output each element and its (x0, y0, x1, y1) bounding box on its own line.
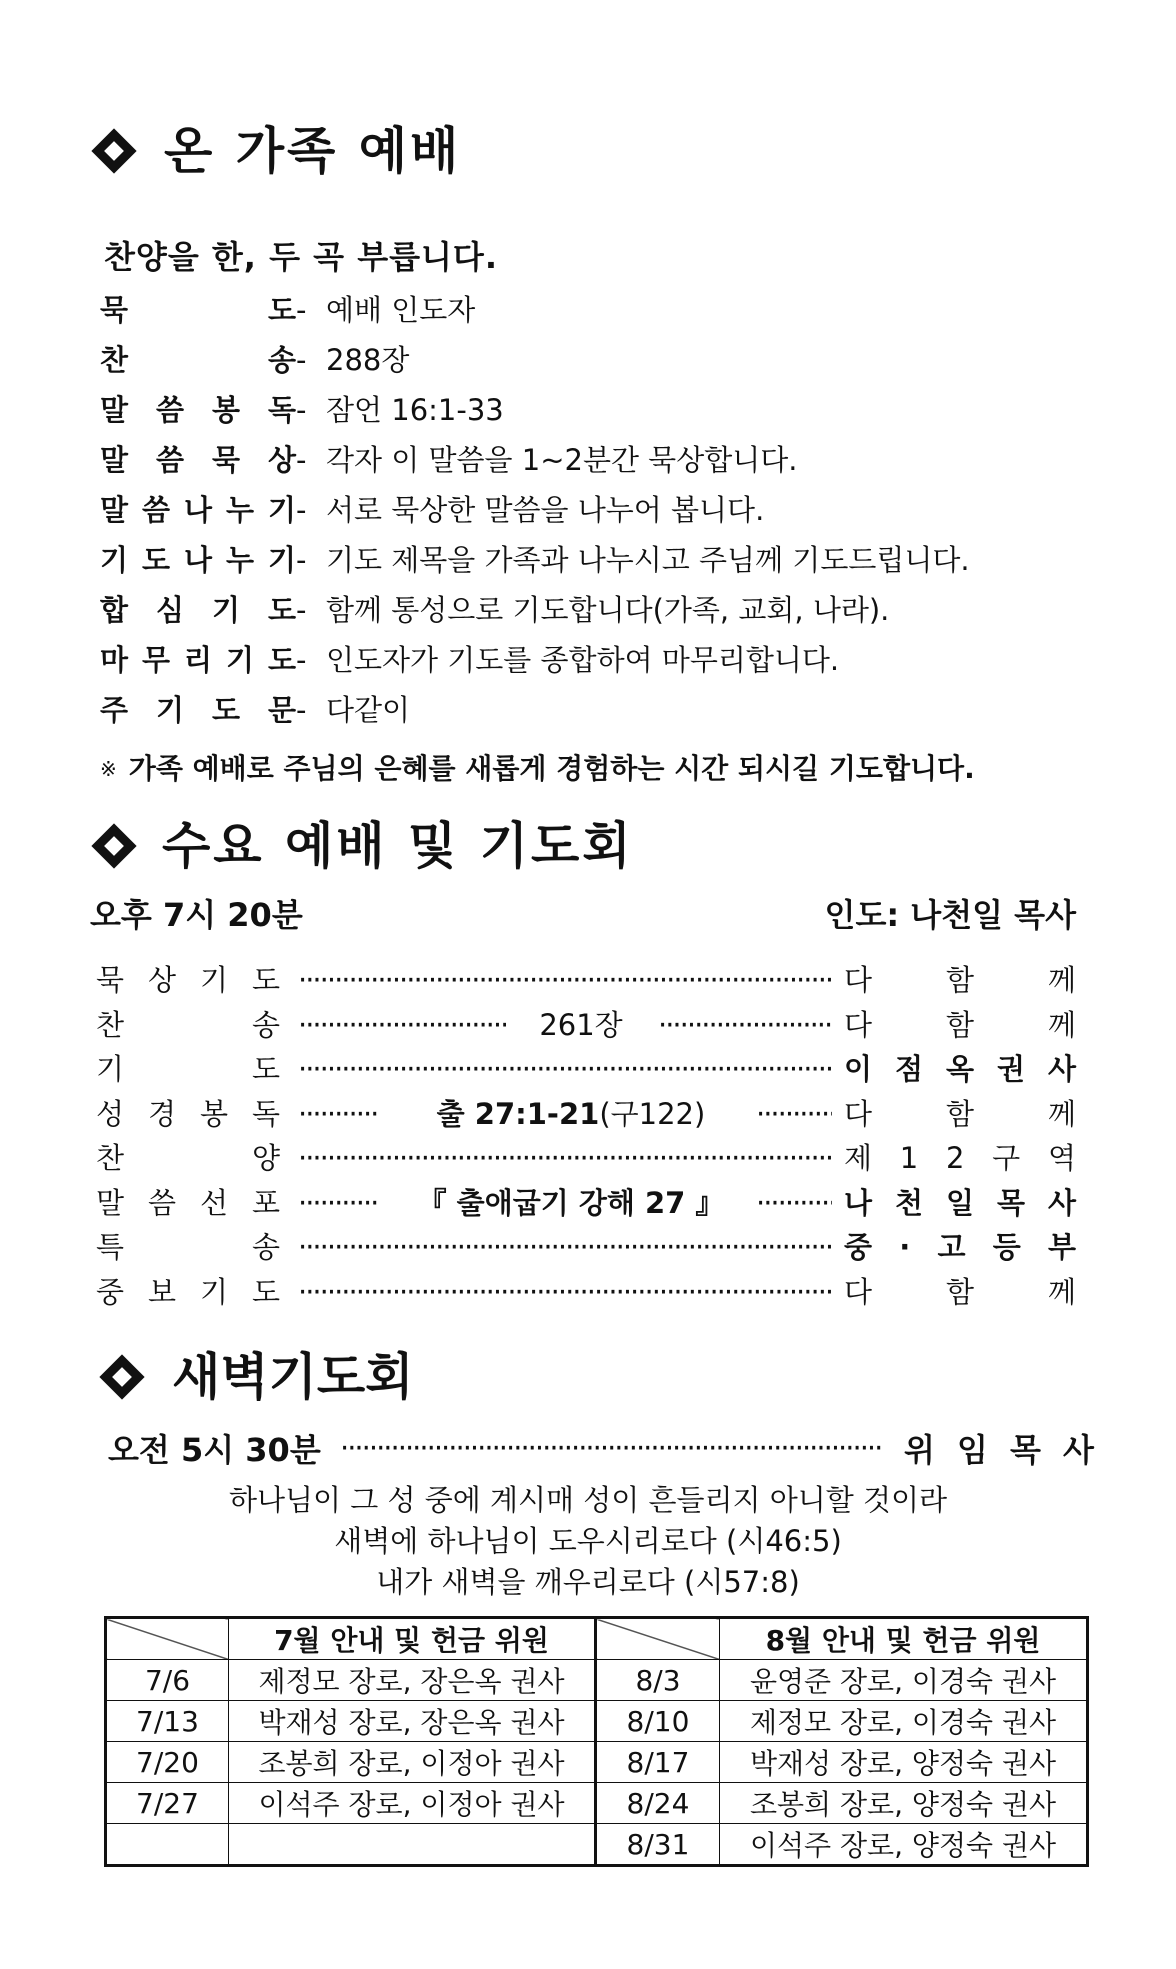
leader-dots (756, 1092, 832, 1136)
family-worship-title: 온 가족 예배 (164, 122, 462, 180)
wednesday-order-label: 성 경 봉 독 (96, 1096, 280, 1131)
family-order-label: 말 씀 봉 독 (100, 393, 296, 427)
wednesday-order-person: 중 · 고 등 부 (844, 1230, 1076, 1264)
wednesday-order-label: 찬 송 (96, 1007, 280, 1042)
reference-mark: ※ (100, 757, 117, 781)
wednesday-time: 오후 7시 20분 (90, 896, 303, 934)
header-diagonal-cell (596, 1618, 720, 1660)
leader-dots (298, 1003, 506, 1047)
wednesday-order-person: 다 함 께 (844, 1007, 1076, 1042)
table-header-row (106, 1618, 1088, 1660)
august-date-cell: 8/3 (596, 1660, 720, 1701)
august-names-cell: 제정모 장로, 이경숙 권사 (720, 1701, 1088, 1742)
wednesday-order-item (96, 1136, 1076, 1180)
wednesday-order-item (96, 1270, 1076, 1314)
family-order-label: 마 무 리 기 도 (100, 643, 296, 677)
table-row (106, 1824, 1088, 1866)
family-order-desc: 인도자가 기도를 종합하여 마무리합니다. (326, 643, 840, 677)
note-text: 가족 예배로 주님의 은혜를 새롭게 경험하는 시간 되시길 기도합니다. (128, 752, 975, 785)
wednesday-order-label: 말 씀 선 포 (96, 1185, 280, 1220)
july-date-cell: 7/6 (106, 1660, 229, 1701)
august-date-cell: 8/10 (596, 1701, 720, 1742)
family-order-label: 말 씀 나 누 기 (100, 493, 296, 527)
wednesday-order-label: 찬 양 (96, 1141, 280, 1175)
family-order-desc: 기도 제목을 가족과 나누시고 주님께 기도드립니다. (326, 543, 970, 577)
wednesday-order-label: 특 송 (96, 1230, 280, 1264)
family-order-label: 말 씀 묵 상 (100, 443, 296, 477)
family-order-desc: 각자 이 말씀을 1~2분간 묵상합니다. (326, 443, 798, 477)
july-names-cell: 조봉희 장로, 이정아 권사 (229, 1742, 596, 1783)
family-order-dash: - (296, 443, 307, 477)
august-header: 8월 안내 및 헌금 위원 (720, 1618, 1088, 1660)
wednesday-order-item (96, 958, 1076, 1002)
wednesday-order-label: 기 도 (96, 1052, 280, 1086)
dawn-time: 오전 5시 30분 (108, 1431, 321, 1469)
family-order-dash: - (296, 643, 307, 677)
wednesday-order-person: 다 함 께 (844, 1274, 1076, 1309)
dawn-verse-1: 하나님이 그 성 중에 계시매 성이 흔들리지 아니할 것이라 (228, 1483, 948, 1517)
wednesday-order-label: 묵 상 기 도 (96, 963, 280, 997)
section-diamond-icon (91, 823, 136, 868)
family-order-desc: 서로 묵상한 말씀을 나누어 봅니다. (326, 493, 765, 527)
dawn-leader: 위 임 목 사 (904, 1431, 1094, 1469)
july-names-cell: 이석주 장로, 이정아 권사 (229, 1783, 596, 1824)
july-names-cell (229, 1824, 596, 1866)
leader-dots (298, 1092, 378, 1136)
scripture-reference: 출 27:1-21 (436, 1096, 600, 1131)
family-order-desc: 잠언 16:1-33 (326, 393, 504, 427)
family-order-label: 주 기 도 문 (100, 693, 296, 727)
august-names-cell: 조봉희 장로, 양정숙 권사 (720, 1783, 1088, 1824)
july-date-cell: 7/13 (106, 1701, 229, 1742)
wednesday-order-item (96, 1003, 1076, 1047)
dawn-title: 새벽기도회 (172, 1348, 414, 1406)
wednesday-order-label: 중 보 기 도 (96, 1274, 280, 1309)
wednesday-order-person: 다 함 께 (844, 1096, 1076, 1131)
wednesday-order-content (386, 1092, 756, 1136)
family-order-desc: 예배 인도자 (326, 293, 476, 327)
wednesday-order-item (96, 1181, 1076, 1225)
family-order-label: 찬 송 (100, 343, 296, 377)
dawn-verse-2: 새벽에 하나님이 도우시리로다 (시46:5) (334, 1524, 842, 1558)
wednesday-order-item (96, 1047, 1076, 1091)
august-names-cell: 박재성 장로, 양정숙 권사 (720, 1742, 1088, 1783)
wednesday-order-person: 제 1 2 구 역 (844, 1141, 1076, 1175)
family-order-label: 기 도 나 누 기 (100, 543, 296, 577)
wednesday-order-person: 이 점 옥 권 사 (844, 1052, 1076, 1086)
family-order-dash: - (296, 543, 307, 577)
family-worship-intro: 찬양을 한, 두 곡 부릅니다. (104, 238, 498, 276)
july-header: 7월 안내 및 헌금 위원 (229, 1618, 596, 1660)
july-date-cell: 7/27 (106, 1783, 229, 1824)
family-worship-note (100, 747, 975, 787)
wednesday-order-item (96, 1225, 1076, 1269)
august-date-cell: 8/31 (596, 1824, 720, 1866)
august-names-cell: 이석주 장로, 양정숙 권사 (720, 1824, 1088, 1866)
family-order-label: 합 심 기 도 (100, 593, 296, 627)
august-names-cell: 윤영준 장로, 이경숙 권사 (720, 1660, 1088, 1701)
wednesday-order-person: 다 함 께 (844, 963, 1076, 997)
family-order-desc: 함께 통성으로 기도합니다(가족, 교회, 나라). (326, 593, 890, 627)
leader-dots (298, 1270, 832, 1314)
scripture-page: (구122) (599, 1096, 706, 1131)
usher-offering-schedule-table (104, 1616, 1089, 1867)
table-row (106, 1701, 1088, 1742)
wednesday-order-content: 261장 (539, 1007, 623, 1042)
wednesday-order-item (96, 1092, 1076, 1136)
wednesday-order-content: 『 출애굽기 강해 27 』 (417, 1185, 725, 1220)
family-order-desc: 다같이 (326, 693, 411, 727)
section-diamond-icon (91, 128, 136, 173)
wednesday-leader: 인도: 나천일 목사 (824, 896, 1076, 934)
leader-dots (298, 1181, 378, 1225)
leader-dots (298, 958, 832, 1002)
july-date-cell: 7/20 (106, 1742, 229, 1783)
august-date-cell: 8/17 (596, 1742, 720, 1783)
family-order-dash: - (296, 293, 307, 327)
family-order-desc: 288장 (326, 343, 410, 377)
wednesday-title: 수요 예배 및 기도회 (162, 817, 634, 875)
leader-dots (298, 1136, 832, 1180)
july-names-cell: 박재성 장로, 장은옥 권사 (229, 1701, 596, 1742)
wednesday-order-person: 나 천 일 목 사 (844, 1185, 1076, 1220)
family-order-dash: - (296, 393, 307, 427)
dawn-leader-dots (340, 1426, 884, 1470)
leader-dots (298, 1047, 832, 1091)
july-names-cell: 제정모 장로, 장은옥 권사 (229, 1660, 596, 1701)
leader-dots (756, 1181, 832, 1225)
table-row (106, 1660, 1088, 1701)
dawn-verse-3: 내가 새벽을 깨우리로다 (시57:8) (376, 1565, 800, 1599)
family-order-dash: - (296, 593, 307, 627)
family-order-dash: - (296, 693, 307, 727)
section-diamond-icon (99, 1354, 144, 1399)
header-diagonal-cell (106, 1618, 229, 1660)
table-row (106, 1742, 1088, 1783)
july-date-cell (106, 1824, 229, 1866)
august-date-cell: 8/24 (596, 1783, 720, 1824)
leader-dots (658, 1003, 832, 1047)
leader-dots (298, 1225, 832, 1269)
family-order-dash: - (296, 493, 307, 527)
family-order-label: 묵 도 (100, 293, 296, 327)
family-order-dash: - (296, 343, 307, 377)
table-row (106, 1783, 1088, 1824)
